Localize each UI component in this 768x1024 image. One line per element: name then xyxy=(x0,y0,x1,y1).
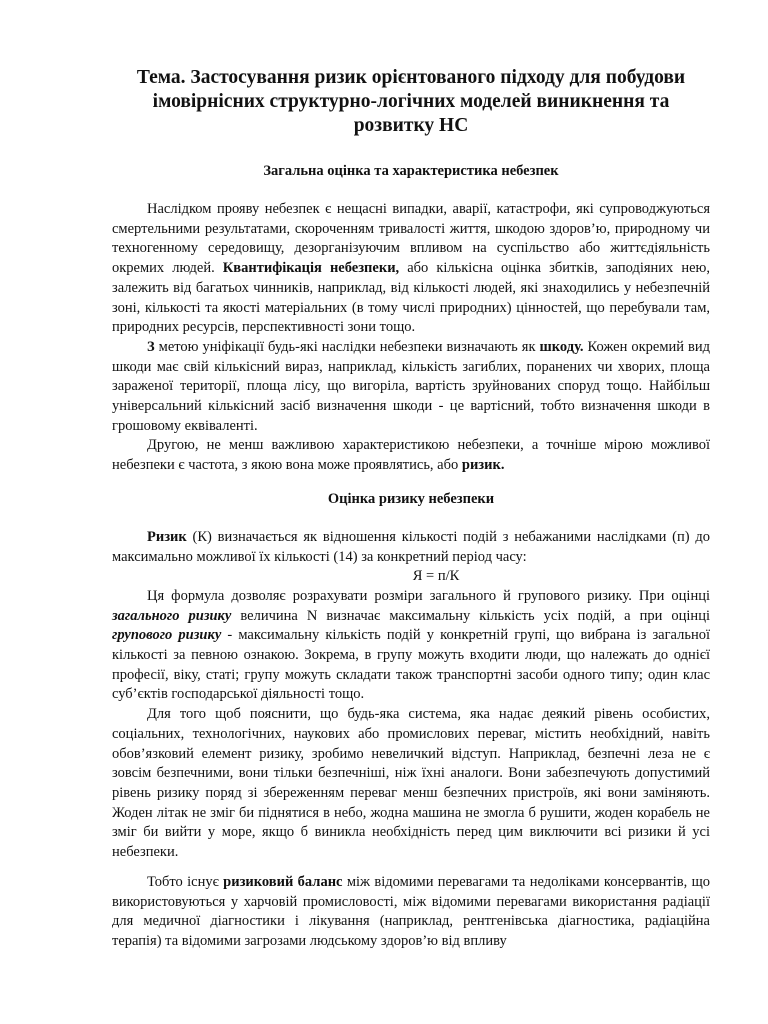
paragraph-text: між відомими перевагами та недоліками консервантів, що використовуються у харчовій промисловості, між відомими перевагами використання радіації для медичної діагностики і лікування (наприклад, рентгенівська діагностика, радіаційна терапія) та відомими загрозами людському здоров’ю від впливу xyxy=(112,873,710,949)
paragraph-text: Кожен окремий вид шкоди має свій кількісний вираз, наприклад, кількість загиблих, поранених чи хворих, площа зараженої території, площа лісу, що вигоріла, вартість зруйнованих споруд тощо. Найбільш універсальний кількісний засіб визначення шкоди - це вартісний, тобто визначення шкоди в грошовому еквіваленті. xyxy=(112,338,710,434)
paragraph-text: величина N визначає максимальну кількість усіх подій, а при оцінці xyxy=(231,607,710,624)
paragraph-text: Ця формула дозволяє розрахувати розміри загального й групового ризику. При оцінці xyxy=(147,587,710,604)
bold-letter: З xyxy=(147,338,155,355)
paragraph-text: метою уніфікації будь-які наслідки небезпеки визначають як xyxy=(154,338,540,355)
paragraph-general-group-risk xyxy=(112,587,710,705)
paragraph-frequency xyxy=(112,436,710,475)
paragraph-text: - максимальну кількість подій у конкретній групі, що вибрана із загальної кількості за певною ознакою. Зокрема, в групу можуть входити люди, що належать до однієї професії, віку, статі; групу можуть складати також транспортні засоби одного типу; один клас суб’єктів господарської діяльності тощо. xyxy=(112,627,711,703)
term-general-risk: загального ризику xyxy=(112,607,232,624)
paragraph-text: або кількісна оцінка збитків, заподіяних нею, залежить від багатьох чинників, наприклад, від кількості людей, які знаходились у небезпечній зоні, кількості та якості матеріальних (в тому числі природних) цінностей, що перебували там, природних ресурсів, перспективності зони тощо. xyxy=(112,260,711,336)
paragraph-risk-definition xyxy=(112,528,710,567)
bold-term-quantification: Квантифікація небезпеки, xyxy=(222,260,400,277)
document-title: Тема. Застосування ризик орієнтованого підходу для побудови імовірнісних структурно-логічних моделей виникнення та розвитку НС xyxy=(136,67,686,136)
bold-term-risk-definition: Ризик xyxy=(147,528,187,545)
paragraph-text: Наслідком прояву небезпек є нещасні випадки, аварії, катастрофи, які супроводжуються смертельними результатами, скороченням тривалості життя, шкодою здоров’ю, природному чи техногенному середовищу, дезорганізуючим впливом на суспільство або життєдіяльність окремих людей. xyxy=(112,201,710,277)
paragraph-damage xyxy=(112,338,710,437)
paragraph-text: Для того щоб пояснити, що будь-яка система, яка надає деякий рівень особистих, соціальних, технологічних, наукових або промислових переваг, містить необхідний, навіть обов’язковий елемент ризику, зробимо невеличкий відступ. Наприклад, безпечні леза не є зовсім безпечними, вони тільки безпечніші, ніж їхні аналоги. Вони забезпечують допустимий рівень ризику поряд зі збереженням переваг менш безпечних пристроїв, які вони заміняють. Жоден літак не зміг би піднятися в небо, жодна машина не змогла б рушити, жоден корабель не зміг би вийти у море, якщо б виникла необхідність перед цим виключити всі ризики й усі небезпеки. xyxy=(112,706,710,861)
paragraph-text: Другою, не менш важливою характеристикою небезпеки, а точніше мірою можливої небезпеки є частота, з якою вона може проявлятись, або xyxy=(112,437,710,474)
paragraph-system-risk xyxy=(112,705,710,863)
document-page xyxy=(112,66,710,952)
paragraph-text: Тобто існує xyxy=(147,873,224,890)
section-heading-general-assessment: Загальна оцінка та характеристика небезпек xyxy=(263,163,559,179)
bold-term-risk: ризик. xyxy=(461,457,505,474)
term-group-risk: групового ризику xyxy=(112,627,222,644)
paragraph-risk-balance xyxy=(112,873,710,952)
bold-term-risk-balance: ризиковий баланс xyxy=(223,873,343,890)
bold-term-damage: шкоду. xyxy=(539,338,584,355)
risk-formula: Я = п/К xyxy=(412,568,460,585)
paragraph-consequences xyxy=(112,200,710,338)
paragraph-text: (К) визначається як відношення кількості подій з небажаними наслідками (п) до максимально можливої їх кількості (14) за конкретний період часу: xyxy=(112,528,710,565)
section-heading-risk-assessment: Оцінка ризику небезпеки xyxy=(327,490,495,507)
